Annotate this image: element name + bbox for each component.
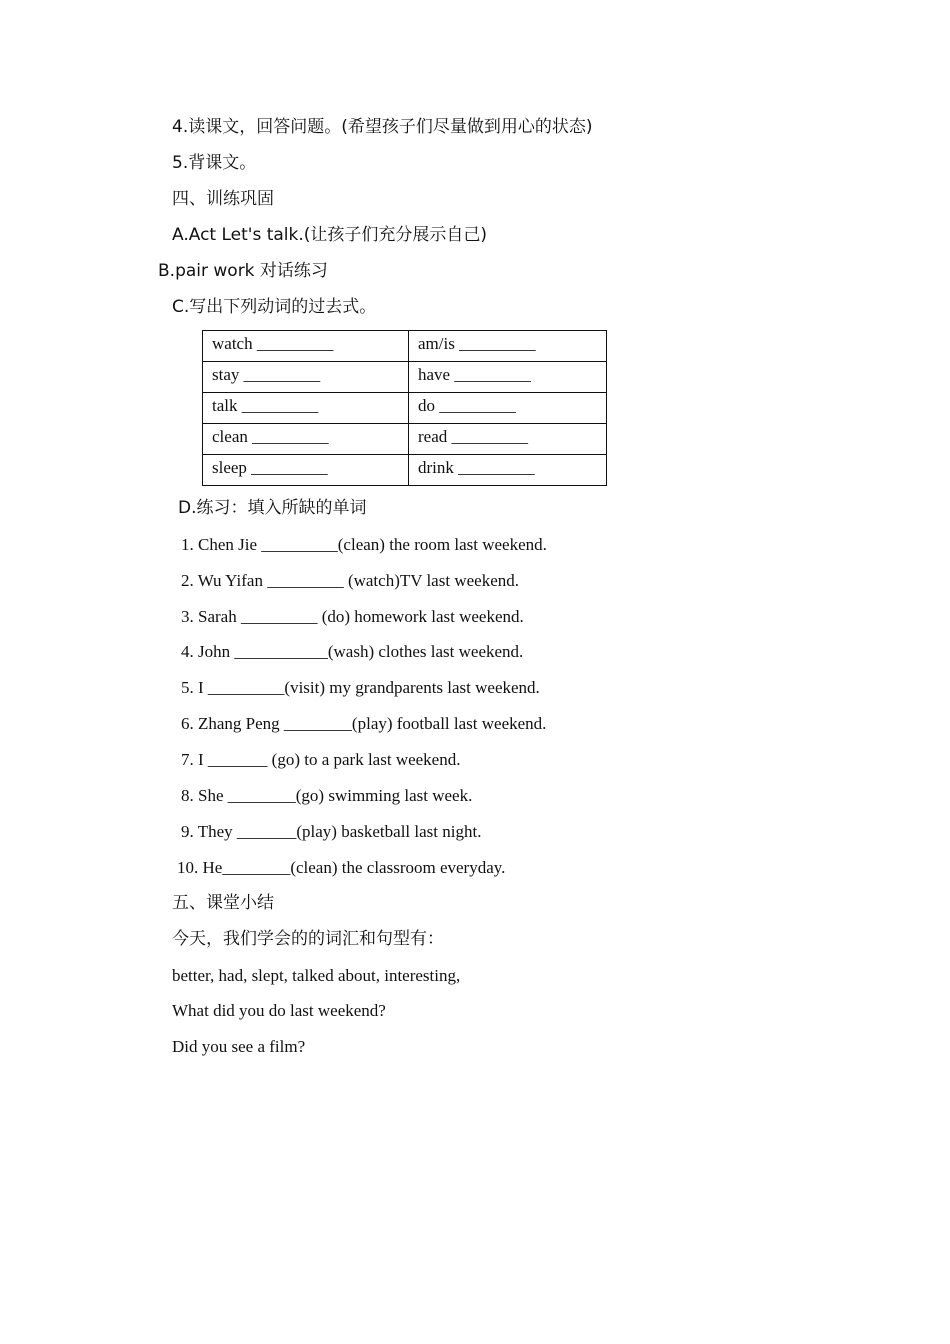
step-5-text: 5.背课文。	[172, 153, 257, 173]
table-row	[203, 362, 607, 393]
activity-c: C.写出下列动词的过去式。	[172, 297, 377, 317]
exercise-item: 8. She ________(go) swimming last week.	[181, 786, 473, 805]
section-4-heading: 四、训练巩固	[172, 189, 274, 209]
exercise-item: 7. I _______ (go) to a park last weekend.	[181, 750, 461, 769]
activity-b: B.pair work 对话练习	[158, 261, 328, 281]
table-cell: clean _________	[203, 424, 409, 455]
table-row	[203, 455, 607, 486]
exercise-item: 4. John ___________(wash) clothes last weekend.	[181, 642, 524, 661]
activity-d: D.练习：填入所缺的单词	[178, 498, 367, 518]
table-cell: am/is _________	[409, 331, 607, 362]
exercise-item: 3. Sarah _________ (do) homework last weekend.	[181, 607, 524, 626]
step-4-text: 4.读课文，回答问题。(希望孩子们尽量做到用心的状态)	[172, 117, 593, 137]
table-cell: have _________	[409, 362, 607, 393]
exercise-item: 1. Chen Jie _________(clean) the room last weekend.	[181, 535, 547, 554]
summary-sentence-1: What did you do last weekend?	[172, 1001, 386, 1020]
exercise-item: 10. He________(clean) the classroom everyday.	[177, 858, 506, 877]
table-cell: do _________	[409, 393, 607, 424]
summary-sentence-2: Did you see a film?	[172, 1037, 306, 1056]
table-row	[203, 424, 607, 455]
exercise-item: 6. Zhang Peng ________(play) football last weekend.	[181, 714, 547, 733]
activity-a: A.Act Let's talk.(让孩子们充分展示自己)	[172, 225, 488, 245]
summary-vocab: better, had, slept, talked about, interesting,	[172, 966, 461, 985]
table-cell: drink _________	[409, 455, 607, 486]
table-cell: talk _________	[203, 393, 409, 424]
exercise-item: 2. Wu Yifan _________ (watch)TV last weekend.	[181, 571, 519, 590]
table-cell: stay _________	[203, 362, 409, 393]
table-cell: watch _________	[203, 331, 409, 362]
table-cell: read _________	[409, 424, 607, 455]
exercise-item: 9. They _______(play) basketball last night.	[181, 822, 482, 841]
table-row	[203, 393, 607, 424]
exercise-item: 5. I _________(visit) my grandparents last weekend.	[181, 678, 540, 697]
table-row	[203, 331, 607, 362]
verb-past-tense-table	[202, 330, 607, 486]
table-cell: sleep _________	[203, 455, 409, 486]
summary-intro: 今天，我们学会的的词汇和句型有：	[172, 929, 444, 949]
section-5-heading: 五、课堂小结	[172, 893, 274, 913]
